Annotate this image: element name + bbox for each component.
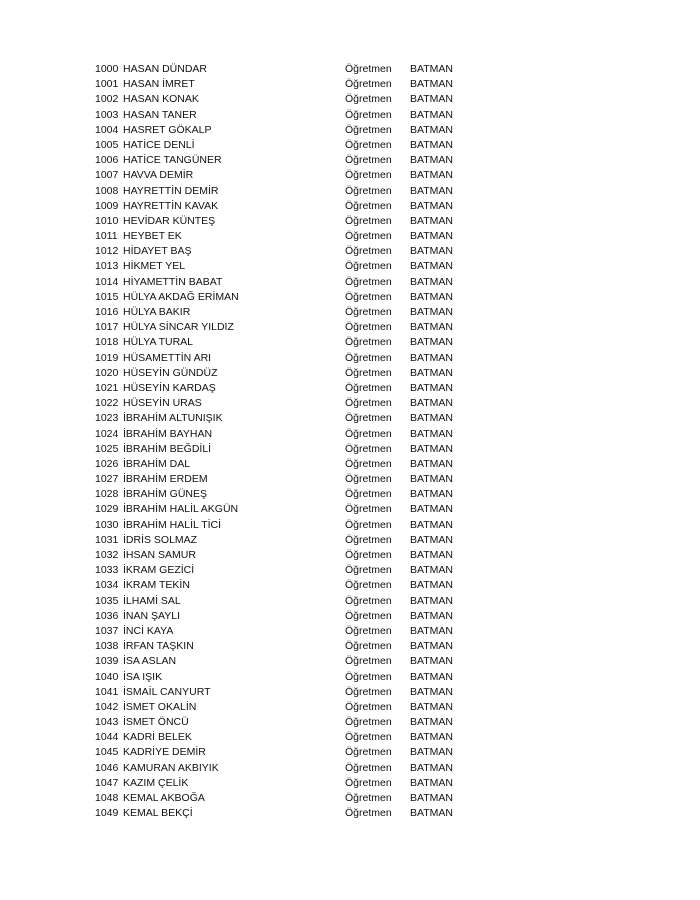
record-name: İDRİS SOLMAZ bbox=[123, 533, 198, 546]
record-title: Öğretmen bbox=[345, 503, 392, 516]
record-city: BATMAN bbox=[410, 290, 453, 303]
record-name: HATİCE TANGÜNER bbox=[123, 154, 222, 167]
record-title: Öğretmen bbox=[345, 275, 392, 288]
list-item bbox=[95, 305, 475, 320]
record-name: İNAN ŞAYLI bbox=[123, 609, 180, 622]
record-number: 1010 bbox=[95, 214, 119, 227]
record-name: KEMAL AKBOĞA bbox=[123, 792, 205, 804]
record-city: BATMAN bbox=[410, 624, 453, 637]
record-city: BATMAN bbox=[410, 351, 453, 364]
record-title: Öğretmen bbox=[345, 63, 392, 75]
record-name: HASAN KONAK bbox=[123, 93, 199, 106]
list-item bbox=[95, 609, 475, 624]
record-number: 1046 bbox=[95, 761, 119, 774]
record-city: BATMAN bbox=[410, 473, 453, 486]
record-number: 1018 bbox=[95, 336, 119, 349]
record-city: BATMAN bbox=[410, 807, 453, 820]
record-number: 1027 bbox=[95, 473, 119, 486]
record-city: BATMAN bbox=[410, 533, 453, 546]
record-number: 1001 bbox=[95, 78, 119, 91]
record-name: HASAN DÜNDAR bbox=[123, 63, 208, 75]
record-title: Öğretmen bbox=[345, 685, 392, 698]
record-title: Öğretmen bbox=[345, 716, 392, 729]
record-city: BATMAN bbox=[410, 412, 453, 425]
record-title: Öğretmen bbox=[345, 473, 392, 486]
record-title: Öğretmen bbox=[345, 290, 392, 303]
record-city: BATMAN bbox=[410, 518, 453, 531]
record-number: 1045 bbox=[95, 746, 119, 759]
record-title: Öğretmen bbox=[345, 184, 392, 197]
list-item bbox=[95, 351, 475, 366]
list-item bbox=[95, 108, 475, 123]
list-item bbox=[95, 594, 475, 609]
list-item bbox=[95, 685, 475, 700]
record-number: 1031 bbox=[95, 533, 119, 546]
record-name: İBRAHİM BEĞDİLİ bbox=[123, 442, 212, 455]
record-city: BATMAN bbox=[410, 685, 453, 698]
record-number: 1015 bbox=[95, 290, 119, 303]
record-title: Öğretmen bbox=[345, 594, 392, 607]
record-name: HASRET GÖKALP bbox=[123, 123, 212, 136]
record-title: Öğretmen bbox=[345, 488, 392, 501]
record-city: BATMAN bbox=[410, 457, 453, 470]
record-title: Öğretmen bbox=[345, 230, 392, 243]
list-item bbox=[95, 290, 475, 305]
list-item bbox=[95, 77, 475, 92]
record-title: Öğretmen bbox=[345, 457, 392, 470]
list-item bbox=[95, 518, 475, 533]
record-name: İHSAN SAMUR bbox=[123, 549, 196, 561]
record-number: 1013 bbox=[95, 260, 119, 273]
list-item bbox=[95, 472, 475, 487]
record-city: BATMAN bbox=[410, 655, 453, 668]
record-city: BATMAN bbox=[410, 670, 453, 683]
record-city: BATMAN bbox=[410, 336, 453, 349]
list-item bbox=[95, 411, 475, 426]
record-name: HÜSEYİN URAS bbox=[123, 397, 202, 410]
list-item bbox=[95, 578, 475, 593]
record-city: BATMAN bbox=[410, 746, 453, 759]
list-item bbox=[95, 259, 475, 274]
record-city: BATMAN bbox=[410, 245, 453, 258]
list-item bbox=[95, 92, 475, 107]
record-title: Öğretmen bbox=[345, 381, 392, 394]
record-city: BATMAN bbox=[410, 230, 453, 243]
record-city: BATMAN bbox=[410, 488, 453, 501]
record-city: BATMAN bbox=[410, 78, 453, 91]
record-name: KEMAL BEKÇİ bbox=[123, 807, 193, 820]
record-title: Öğretmen bbox=[345, 397, 392, 410]
list-item bbox=[95, 457, 475, 472]
list-item bbox=[95, 502, 475, 517]
record-title: Öğretmen bbox=[345, 442, 392, 455]
record-city: BATMAN bbox=[410, 792, 453, 804]
record-number: 1000 bbox=[95, 63, 119, 75]
list-item bbox=[95, 442, 475, 457]
record-title: Öğretmen bbox=[345, 655, 392, 668]
record-title: Öğretmen bbox=[345, 776, 392, 789]
list-item bbox=[95, 123, 475, 138]
record-name: İSMAİL CANYURT bbox=[123, 685, 211, 698]
record-name: HASAN TANER bbox=[123, 108, 197, 121]
list-item bbox=[95, 427, 475, 442]
record-name: HATİCE DENLİ bbox=[123, 138, 195, 151]
record-number: 1002 bbox=[95, 93, 119, 106]
record-title: Öğretmen bbox=[345, 214, 392, 227]
record-city: BATMAN bbox=[410, 184, 453, 197]
record-name: HİYAMETTİN BABAT bbox=[123, 275, 223, 288]
list-item bbox=[95, 776, 475, 791]
record-name: HÜLYA AKDAĞ ERİMAN bbox=[123, 290, 239, 303]
record-title: Öğretmen bbox=[345, 260, 392, 273]
record-number: 1009 bbox=[95, 199, 119, 212]
record-title: Öğretmen bbox=[345, 123, 392, 136]
record-city: BATMAN bbox=[410, 199, 453, 212]
list-item bbox=[95, 563, 475, 578]
record-city: BATMAN bbox=[410, 138, 453, 151]
record-city: BATMAN bbox=[410, 549, 453, 561]
list-item bbox=[95, 533, 475, 548]
record-number: 1029 bbox=[95, 503, 119, 516]
record-city: BATMAN bbox=[410, 731, 453, 744]
record-title: Öğretmen bbox=[345, 807, 392, 820]
record-city: BATMAN bbox=[410, 503, 453, 516]
list-item bbox=[95, 548, 475, 563]
record-name: İBRAHİM ALTUNIŞIK bbox=[123, 412, 223, 425]
record-title: Öğretmen bbox=[345, 154, 392, 167]
record-title: Öğretmen bbox=[345, 579, 392, 592]
record-name: İKRAM GEZİCİ bbox=[123, 564, 195, 577]
list-item bbox=[95, 199, 475, 214]
list-item bbox=[95, 670, 475, 685]
record-number: 1003 bbox=[95, 108, 119, 121]
record-city: BATMAN bbox=[410, 321, 453, 334]
record-name: İBRAHİM HALİL TİCİ bbox=[123, 518, 222, 531]
record-name: HİDAYET BAŞ bbox=[123, 245, 192, 258]
record-name: İBRAHİM BAYHAN bbox=[123, 427, 213, 440]
record-name: HAVVA DEMİR bbox=[123, 169, 194, 182]
record-name: HEVİDAR KÜNTEŞ bbox=[123, 214, 216, 227]
record-number: 1025 bbox=[95, 442, 119, 455]
record-number: 1016 bbox=[95, 306, 119, 318]
list-item bbox=[95, 214, 475, 229]
record-city: BATMAN bbox=[410, 594, 453, 607]
record-title: Öğretmen bbox=[345, 366, 392, 379]
list-item bbox=[95, 244, 475, 259]
record-city: BATMAN bbox=[410, 776, 453, 789]
record-city: BATMAN bbox=[410, 381, 453, 394]
record-number: 1049 bbox=[95, 807, 119, 820]
record-title: Öğretmen bbox=[345, 761, 392, 774]
record-city: BATMAN bbox=[410, 214, 453, 227]
list-item bbox=[95, 700, 475, 715]
record-name: KADRİYE DEMİR bbox=[123, 746, 206, 759]
record-title: Öğretmen bbox=[345, 321, 392, 334]
record-name: KAMURAN AKBIYIK bbox=[123, 761, 219, 774]
record-name: HAYRETTİN DEMİR bbox=[123, 184, 219, 197]
record-city: BATMAN bbox=[410, 306, 453, 318]
record-number: 1037 bbox=[95, 624, 119, 637]
record-city: BATMAN bbox=[410, 93, 453, 106]
record-name: İNCİ KAYA bbox=[123, 624, 174, 637]
record-title: Öğretmen bbox=[345, 624, 392, 637]
record-number: 1048 bbox=[95, 792, 119, 804]
list-item bbox=[95, 168, 475, 183]
list-item bbox=[95, 745, 475, 760]
record-number: 1032 bbox=[95, 549, 119, 561]
record-number: 1019 bbox=[95, 351, 119, 364]
record-city: BATMAN bbox=[410, 640, 453, 653]
record-city: BATMAN bbox=[410, 397, 453, 410]
record-city: BATMAN bbox=[410, 761, 453, 774]
record-number: 1005 bbox=[95, 138, 119, 151]
record-name: İSMET ÖNCÜ bbox=[123, 716, 189, 729]
record-list bbox=[95, 62, 475, 821]
record-number: 1011 bbox=[95, 230, 118, 243]
list-item bbox=[95, 320, 475, 335]
record-number: 1035 bbox=[95, 594, 119, 607]
record-number: 1012 bbox=[95, 245, 119, 258]
record-name: HEYBET EK bbox=[123, 230, 182, 243]
list-item bbox=[95, 806, 475, 821]
record-number: 1039 bbox=[95, 655, 119, 668]
list-item bbox=[95, 654, 475, 669]
record-name: HÜLYA TURAL bbox=[123, 336, 194, 349]
record-title: Öğretmen bbox=[345, 169, 392, 182]
list-item bbox=[95, 487, 475, 502]
record-number: 1020 bbox=[95, 366, 119, 379]
record-title: Öğretmen bbox=[345, 700, 392, 713]
record-city: BATMAN bbox=[410, 442, 453, 455]
record-city: BATMAN bbox=[410, 700, 453, 713]
record-name: İSA ASLAN bbox=[123, 655, 177, 668]
record-name: İLHAMİ SAL bbox=[123, 594, 181, 607]
record-city: BATMAN bbox=[410, 579, 453, 592]
list-item bbox=[95, 624, 475, 639]
record-city: BATMAN bbox=[410, 366, 453, 379]
record-city: BATMAN bbox=[410, 564, 453, 577]
list-item bbox=[95, 184, 475, 199]
record-number: 1006 bbox=[95, 154, 119, 167]
list-item bbox=[95, 229, 475, 244]
record-name: İBRAHİM DAL bbox=[123, 457, 191, 470]
record-title: Öğretmen bbox=[345, 518, 392, 531]
record-title: Öğretmen bbox=[345, 108, 392, 121]
record-number: 1007 bbox=[95, 169, 119, 182]
list-item bbox=[95, 730, 475, 745]
list-item bbox=[95, 396, 475, 411]
record-number: 1026 bbox=[95, 457, 119, 470]
record-name: HÜLYA SİNCAR YILDIZ bbox=[123, 321, 234, 334]
record-name: KADRİ BELEK bbox=[123, 731, 192, 744]
record-number: 1038 bbox=[95, 640, 119, 653]
record-title: Öğretmen bbox=[345, 670, 392, 683]
record-number: 1033 bbox=[95, 564, 119, 577]
record-city: BATMAN bbox=[410, 275, 453, 288]
record-number: 1047 bbox=[95, 776, 119, 789]
record-number: 1028 bbox=[95, 488, 119, 501]
record-title: Öğretmen bbox=[345, 427, 392, 440]
list-item bbox=[95, 275, 475, 290]
record-name: İBRAHİM HALİL AKGÜN bbox=[123, 503, 239, 516]
record-number: 1014 bbox=[95, 275, 119, 288]
record-number: 1008 bbox=[95, 184, 119, 197]
record-number: 1021 bbox=[95, 381, 119, 394]
record-number: 1044 bbox=[95, 731, 119, 744]
record-title: Öğretmen bbox=[345, 306, 392, 318]
record-city: BATMAN bbox=[410, 169, 453, 182]
record-name: HASAN İMRET bbox=[123, 78, 195, 91]
record-name: İSMET OKALİN bbox=[123, 700, 197, 713]
record-title: Öğretmen bbox=[345, 533, 392, 546]
list-item bbox=[95, 153, 475, 168]
record-number: 1040 bbox=[95, 670, 119, 683]
record-number: 1024 bbox=[95, 427, 119, 440]
record-number: 1043 bbox=[95, 716, 119, 729]
record-name: HÜSEYİN KARDAŞ bbox=[123, 381, 216, 394]
record-number: 1004 bbox=[95, 123, 119, 136]
record-city: BATMAN bbox=[410, 108, 453, 121]
record-name: KAZIM ÇELİK bbox=[123, 776, 189, 789]
record-title: Öğretmen bbox=[345, 792, 392, 804]
list-item bbox=[95, 715, 475, 730]
record-number: 1017 bbox=[95, 321, 119, 334]
record-name: İBRAHİM ERDEM bbox=[123, 473, 208, 486]
record-title: Öğretmen bbox=[345, 549, 392, 561]
list-item bbox=[95, 335, 475, 350]
record-city: BATMAN bbox=[410, 63, 453, 75]
list-item bbox=[95, 381, 475, 396]
list-item bbox=[95, 639, 475, 654]
record-number: 1034 bbox=[95, 579, 119, 592]
record-title: Öğretmen bbox=[345, 640, 392, 653]
record-name: İBRAHİM GÜNEŞ bbox=[123, 488, 208, 501]
record-name: HİKMET YEL bbox=[123, 260, 186, 273]
list-item bbox=[95, 761, 475, 776]
record-name: İSA IŞIK bbox=[123, 670, 163, 683]
record-city: BATMAN bbox=[410, 260, 453, 273]
record-name: HÜSEYİN GÜNDÜZ bbox=[123, 366, 218, 379]
record-number: 1041 bbox=[95, 685, 119, 698]
record-title: Öğretmen bbox=[345, 245, 392, 258]
record-title: Öğretmen bbox=[345, 199, 392, 212]
record-city: BATMAN bbox=[410, 154, 453, 167]
list-item bbox=[95, 62, 475, 77]
record-title: Öğretmen bbox=[345, 609, 392, 622]
record-title: Öğretmen bbox=[345, 412, 392, 425]
record-number: 1022 bbox=[95, 397, 119, 410]
record-title: Öğretmen bbox=[345, 351, 392, 364]
record-city: BATMAN bbox=[410, 609, 453, 622]
record-name: HÜSAMETTİN ARI bbox=[123, 351, 212, 364]
record-title: Öğretmen bbox=[345, 731, 392, 744]
record-name: İKRAM TEKİN bbox=[123, 579, 190, 592]
record-city: BATMAN bbox=[410, 123, 453, 136]
record-title: Öğretmen bbox=[345, 138, 392, 151]
record-title: Öğretmen bbox=[345, 78, 392, 91]
record-title: Öğretmen bbox=[345, 746, 392, 759]
record-city: BATMAN bbox=[410, 716, 453, 729]
list-item bbox=[95, 138, 475, 153]
record-name: HAYRETTİN KAVAK bbox=[123, 199, 219, 212]
record-number: 1023 bbox=[95, 412, 119, 425]
record-title: Öğretmen bbox=[345, 93, 392, 106]
record-number: 1030 bbox=[95, 518, 119, 531]
record-name: İRFAN TAŞKIN bbox=[123, 640, 194, 653]
record-name: HÜLYA BAKIR bbox=[123, 306, 191, 318]
record-title: Öğretmen bbox=[345, 336, 392, 349]
record-title: Öğretmen bbox=[345, 564, 392, 577]
list-item bbox=[95, 791, 475, 806]
record-number: 1042 bbox=[95, 700, 119, 713]
record-number: 1036 bbox=[95, 609, 119, 622]
list-item bbox=[95, 366, 475, 381]
record-city: BATMAN bbox=[410, 427, 453, 440]
